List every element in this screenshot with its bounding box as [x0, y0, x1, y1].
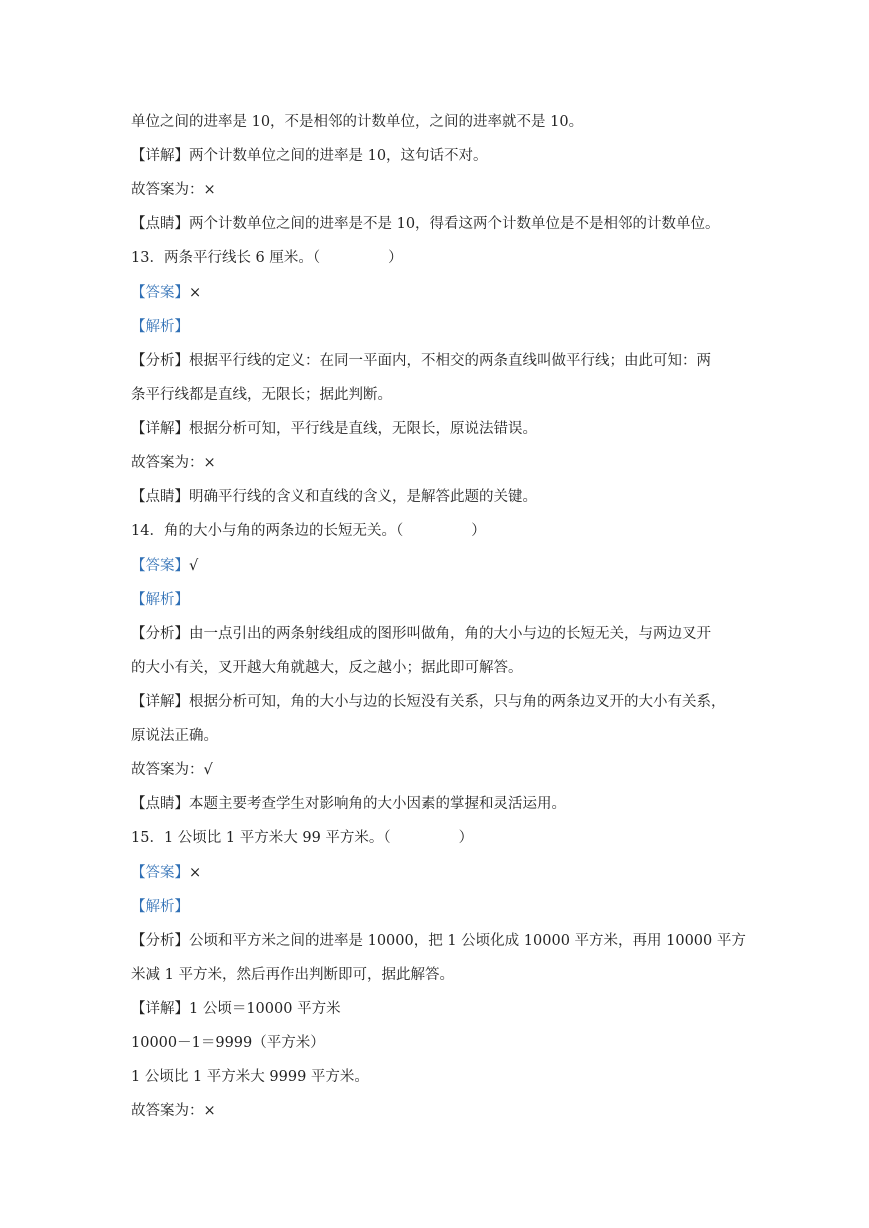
- q14-detail-line-1: 【详解】根据分析可知，角的大小与边的长短没有关系，只与角的两条边叉开的大小有关系，: [131, 694, 726, 710]
- q14-analysis-line-1: 【分析】由一点引出的两条射线组成的图形叫做角，角的大小与边的长短无关，与两边叉开: [131, 626, 711, 642]
- q15-analysis-line-2: 米减 1 平方米，然后再作出判断即可，据此解答。: [131, 967, 454, 983]
- q13-analysis-line-2: 条平行线都是直线，无限长；据此判断。: [131, 387, 392, 403]
- q12-comment: 【点睛】两个计数单位之间的进率是不是 10，得看这两个计数单位是不是相邻的计数单位。: [131, 216, 720, 232]
- q13-detail: 【详解】根据分析可知，平行线是直线，无限长，原说法错误。: [131, 421, 537, 437]
- q15-conclusion: 故答案为：×: [131, 1103, 216, 1119]
- q14-question-text: 14．角的大小与角的两条边的长短无关。（: [131, 523, 404, 539]
- q15-answer-value: ×: [189, 865, 202, 881]
- q14-analysis-line-2: 的大小有关，叉开越大角就越大，反之越小；据此即可解答。: [131, 660, 523, 676]
- q15-answer-tag: 【答案】: [131, 865, 189, 881]
- q14-answer-value: √: [189, 558, 199, 574]
- q13-answer-tag: 【答案】: [131, 285, 189, 301]
- q13-question-close: ）: [388, 250, 403, 266]
- q14-comment: 【点睛】本题主要考查学生对影响角的大小因素的掌握和灵活运用。: [131, 796, 566, 812]
- q13-jiexi-heading: 【解析】: [131, 319, 189, 335]
- q14-detail-line-2: 原说法正确。: [131, 728, 218, 744]
- q13-question-text: 13．两条平行线长 6 厘米。（: [131, 250, 321, 266]
- q13-comment: 【点睛】明确平行线的含义和直线的含义，是解答此题的关键。: [131, 489, 537, 505]
- q15-detail-line-2: 10000－1＝9999（平方米）: [131, 1035, 325, 1051]
- q15-question-close: ）: [458, 830, 474, 846]
- q14-question-close: ）: [471, 523, 486, 539]
- q14-jiexi-heading: 【解析】: [131, 592, 189, 608]
- q15-question: [131, 828, 473, 848]
- q14-conclusion: 故答案为：√: [131, 762, 213, 778]
- q14-question: [131, 521, 486, 541]
- q15-question-text: 15．1 公顷比 1 平方米大 99 平方米。（: [131, 830, 391, 846]
- q15-detail-line-3: 1 公顷比 1 平方米大 9999 平方米。: [131, 1069, 369, 1085]
- q15-detail-line-1: 【详解】1 公顷＝10000 平方米: [131, 1001, 341, 1017]
- q15-answer: [131, 863, 201, 883]
- q15-analysis-line-1: 【分析】公顷和平方米之间的进率是 10000，把 1 公顷化成 10000 平方米，再用 10000 平方: [131, 933, 746, 949]
- q14-answer: [131, 556, 198, 576]
- q15-jiexi-heading: 【解析】: [131, 899, 189, 915]
- q13-conclusion: 故答案为：×: [131, 455, 216, 471]
- q12-conclusion: 故答案为：×: [131, 182, 216, 198]
- q12-analysis-continuation: 单位之间的进率是 10，不是相邻的计数单位，之间的进率就不是 10。: [131, 114, 584, 130]
- q13-answer-value: ×: [189, 285, 202, 301]
- q13-analysis-line-1: 【分析】根据平行线的定义：在同一平面内，不相交的两条直线叫做平行线；由此可知：两: [131, 353, 711, 369]
- q12-detail: 【详解】两个计数单位之间的进率是 10，这句话不对。: [131, 148, 488, 164]
- q13-answer: [131, 283, 201, 303]
- q14-answer-tag: 【答案】: [131, 558, 189, 574]
- q13-question: [131, 248, 403, 268]
